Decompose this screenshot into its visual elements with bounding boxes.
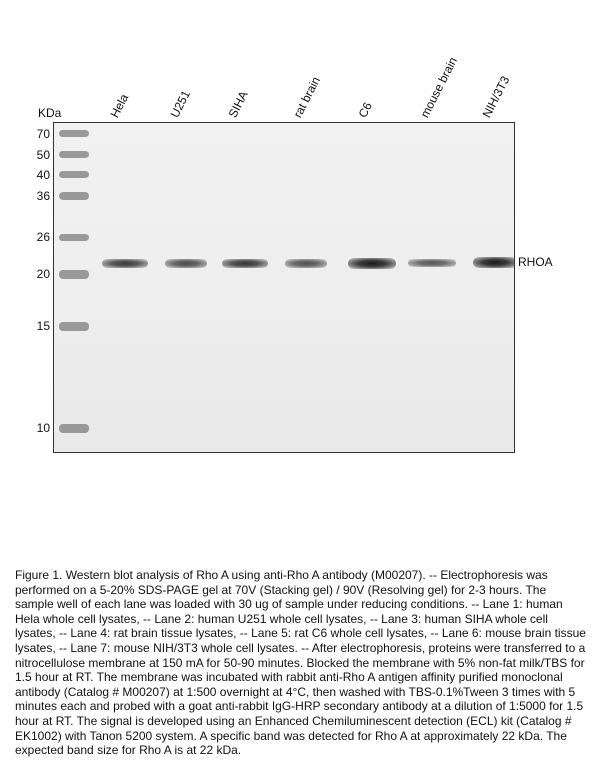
band-lane-4: [285, 259, 327, 268]
lane-label-siha: SIHA: [225, 88, 251, 120]
ladder-band-50: [59, 151, 89, 158]
ladder-band-40: [59, 171, 89, 178]
band-lane-1: [102, 259, 148, 268]
blot-membrane: [53, 122, 515, 453]
lane-label-mouse-brain: mouse brain: [417, 54, 460, 120]
band-lane-6: [408, 259, 456, 267]
band-lane-2: [165, 259, 207, 268]
marker-label-36: 36: [36, 189, 50, 203]
marker-label-10: 10: [36, 421, 50, 435]
lane-label-u251: U251: [167, 88, 194, 120]
lane-label-c6: C6: [355, 99, 375, 120]
marker-label-70: 70: [36, 127, 50, 141]
band-label-rhoa: RHOA: [518, 255, 553, 269]
ladder-band-10: [59, 424, 89, 433]
ladder-band-36: [59, 192, 89, 200]
marker-label-20: 20: [36, 267, 50, 281]
lane-label-rat-brain: rat brain: [290, 74, 323, 120]
marker-label-15: 15: [36, 319, 50, 333]
band-lane-3: [222, 259, 268, 268]
marker-label-50: 50: [36, 148, 50, 162]
figure-caption: Figure 1. Western blot analysis of Rho A using anti-Rho A antibody (M00207). -- Electrophoresis was performed on a 5-20% SDS-PAGE gel at 70V (Stacking gel) / 90V (Resolving gel) for 2-3 hours. The sample well of each lane was loaded with 30 ug of sample under reducing conditions. -- Lane 1: human Hela whole cell lysates, -- Lane 2: human U251 whole cell lysates, -- Lane 3: human SIHA whole cell lysates, -- Lane 4: rat brain tissue lysates, -- Lane 5: rat C6 whole cell lysates, -- Lane 6: mouse brain tissue lysates, -- Lane 7: mouse NIH/3T3 whole cell lysates. -- After electrophoresis, proteins were transferred to a nitrocellulose membrane at 150 mA for 50-90 minutes. Blocked the membrane with 5% non-fat milk/TBS for 1.5 hour at RT. The membrane was incubated with rabbit anti-Rho A antigen affinity purified monoclonal antibody (Catalog # M00207) at 1:500 overnight at 4°C, then washed with TBS-0.1%Tween 3 times with 5 minutes each and probed with a goat anti-rabbit IgG-HRP secondary antibody at a dilution of 1:5000 for 1.5 hour at RT. The signal is developed using an Enhanced Chemiluminescent detection (ECL) kit (Catalog # EK1002) with Tanon 5200 system. A specific band was detected for Rho A at approximately 22 kDa. The expected band size for Rho A is at 22 kDa.: [15, 568, 586, 758]
ladder-band-26: [59, 234, 89, 241]
marker-label-40: 40: [36, 168, 50, 182]
ladder-band-70: [59, 130, 89, 137]
marker-label-26: 26: [36, 230, 50, 244]
ladder-band-15: [59, 322, 89, 331]
lane-label-nih3t3: NIH/3T3: [479, 73, 513, 120]
band-lane-5: [348, 258, 396, 269]
lane-label-hela: Hela: [107, 91, 132, 120]
kda-unit-label: KDa: [38, 106, 62, 120]
ladder-band-20: [59, 270, 89, 279]
band-lane-7: [473, 257, 515, 268]
